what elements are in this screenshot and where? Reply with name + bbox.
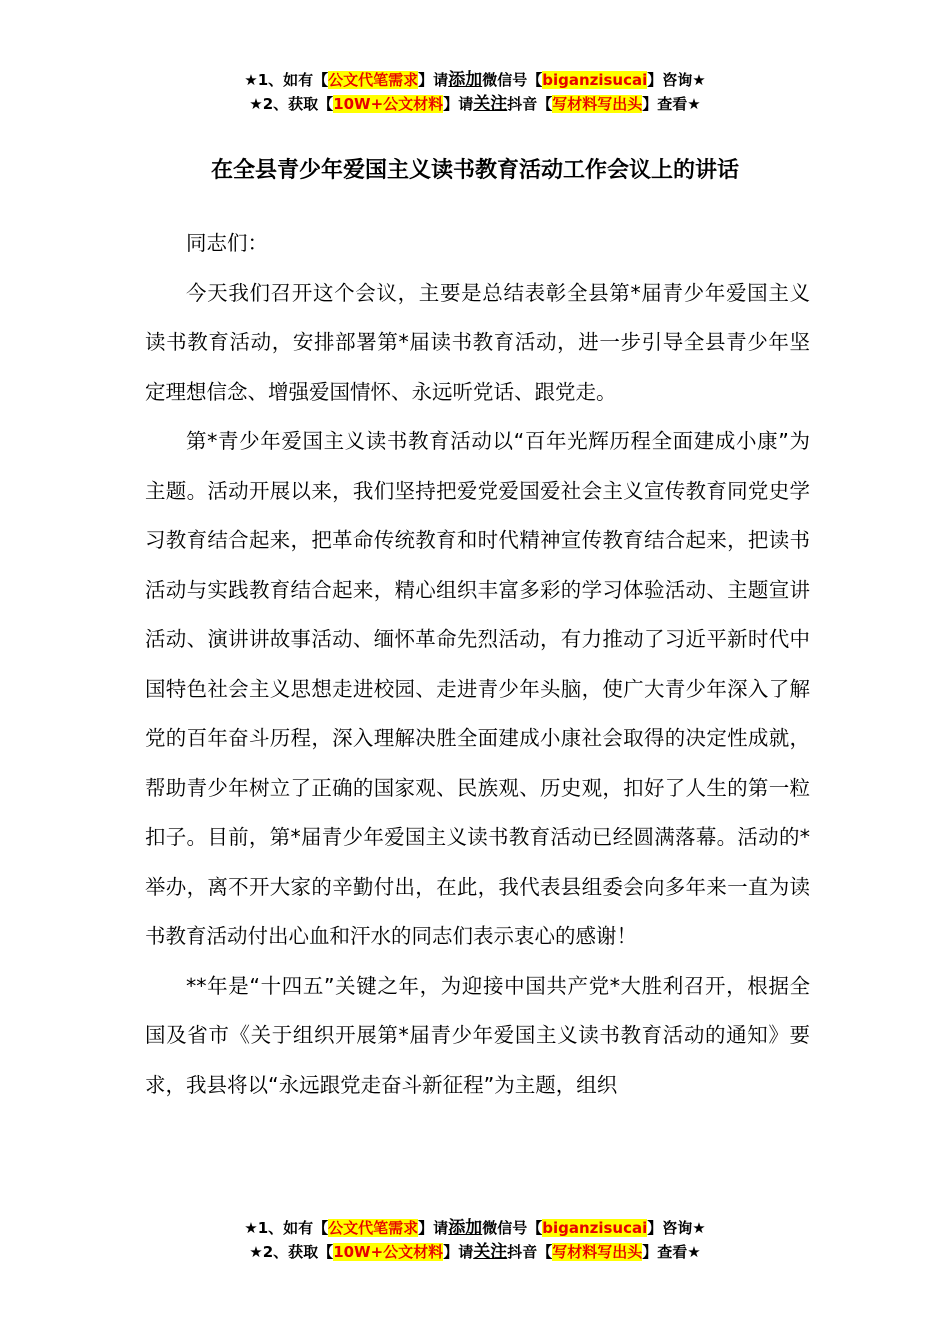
banner-text: 】请 — [418, 1219, 449, 1237]
banner-highlight: 公文代笔需求 — [328, 71, 419, 89]
banner-text: 】查看★ — [642, 1243, 701, 1261]
banner-emphasis: 关注 — [473, 1242, 508, 1262]
banner-text: 】咨询★ — [647, 1219, 706, 1237]
banner-text: 】查看★ — [642, 95, 701, 113]
banner-highlight: biganzisucai — [542, 1219, 648, 1237]
banner-text: 】咨询★ — [647, 71, 706, 89]
header-banner — [0, 68, 950, 116]
banner-highlight: 10W+公文材料 — [333, 1243, 444, 1261]
document-title: 在全县青少年爱国主义读书教育活动工作会议上的讲话 — [210, 158, 739, 183]
banner-emphasis: 关注 — [473, 94, 508, 114]
banner-line-1 — [0, 68, 950, 92]
banner-highlight: biganzisucai — [542, 71, 648, 89]
banner-text: 】请 — [443, 1243, 474, 1261]
paragraph: **年是“十四五”关键之年，为迎接中国共产党*大胜利召开，根据全国及省市《关于组织开展第*届青少年爱国主义读书教育活动的通知》要求，我县将以“永远跟党走奋斗新征程”为主题，组织 — [145, 973, 810, 1097]
paragraph: 今天我们召开这个会议，主要是总结表彰全县第*届青少年爱国主义读书教育活动，安排部署第*届读书教育活动，进一步引导全县青少年坚定理想信念、增强爱国情怀、永远听党话、跟党走。 — [145, 280, 810, 404]
banner-text: ★2、获取【 — [249, 95, 334, 113]
banner-text: 抖音【 — [507, 95, 553, 113]
paragraph-salutation: 同志们： — [186, 231, 268, 255]
document-body — [145, 219, 810, 1110]
banner-line-1 — [0, 1216, 950, 1240]
footer-banner — [0, 1216, 950, 1264]
banner-text: 】请 — [418, 71, 449, 89]
banner-line-2 — [0, 1240, 950, 1264]
banner-emphasis: 添加 — [448, 1218, 483, 1238]
banner-highlight: 写材料写出头 — [552, 95, 643, 113]
banner-text: ★2、获取【 — [249, 1243, 334, 1261]
banner-text: ★1、如有【 — [244, 71, 329, 89]
banner-emphasis: 添加 — [448, 70, 483, 90]
banner-text: ★1、如有【 — [244, 1219, 329, 1237]
banner-highlight: 公文代笔需求 — [328, 1219, 419, 1237]
banner-line-2 — [0, 92, 950, 116]
banner-text: 微信号【 — [482, 71, 543, 89]
banner-text: 抖音【 — [507, 1243, 553, 1261]
paragraph: 第*青少年爱国主义读书教育活动以“百年光辉历程全面建成小康”为主题。活动开展以来，我们坚持把爱党爱国爱社会主义宣传教育同党史学习教育结合起来，把革命传统教育和时代精神宣传教育结合起来，把读书活动与实践教育结合起来，精心组织丰富多彩的学习体验活动、主题宣讲活动、演讲讲故事活动、缅怀革命先烈活动，有力推动了习近平新时代中国特色社会主义思想走进校园、走进青少年头脑，使广大青少年深入了解党的百年奋斗历程，深入理解决胜全面建成小康社会取得的决定性成就，帮助青少年树立了正确的国家观、民族观、历史观，扣好了人生的第一粒扣子。目前，第*届青少年爱国主义读书教育活动已经圆满落幕。活动的*举办，离不开大家的辛勤付出，在此，我代表县组委会向多年来一直为读书教育活动付出心血和汗水的同志们表示衷心的感谢！ — [145, 429, 810, 948]
banner-highlight: 写材料写出头 — [552, 1243, 643, 1261]
banner-text: 微信号【 — [482, 1219, 543, 1237]
banner-highlight: 10W+公文材料 — [333, 95, 444, 113]
banner-text: 】请 — [443, 95, 474, 113]
